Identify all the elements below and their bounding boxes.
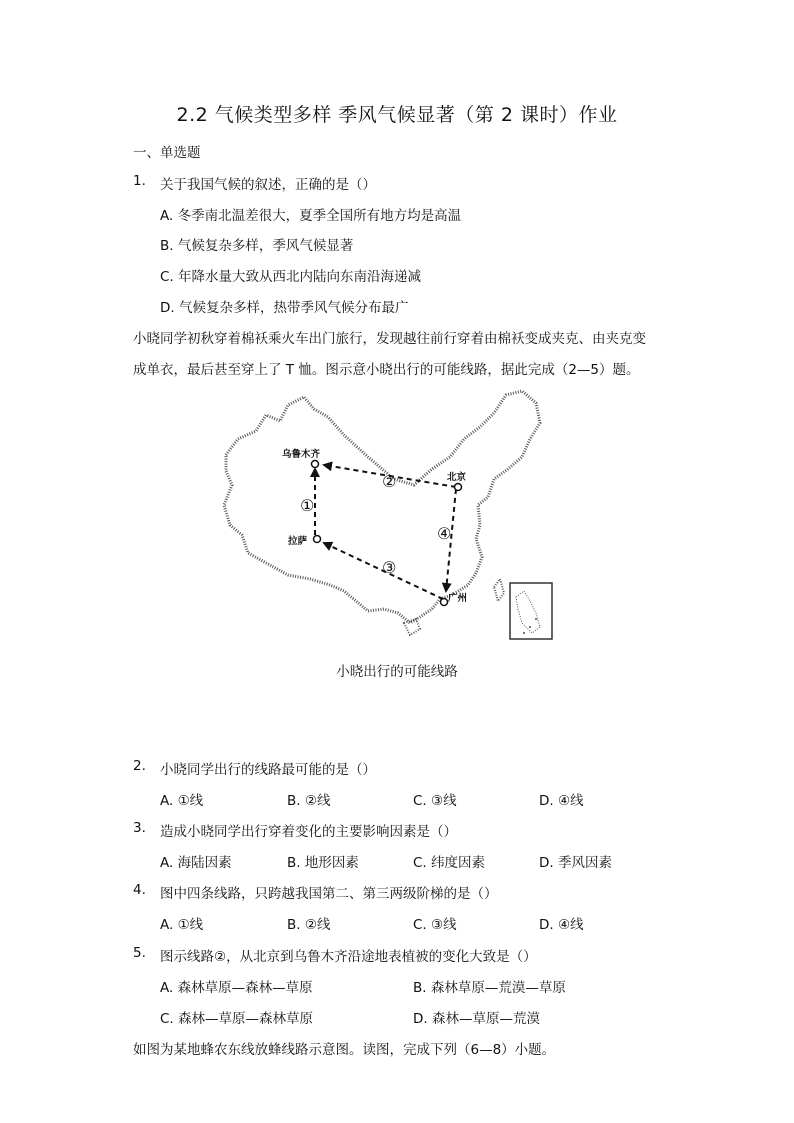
question-5-number: 5. xyxy=(133,945,146,961)
question-5-option-a: A. 森林草原—森林—草原 xyxy=(160,980,313,996)
intro-paragraph-line-2: 成单衣，最后甚至穿上了 T 恤。图示意小晓出行的可能线路，据此完成（2—5）题。 xyxy=(133,362,640,378)
city-label-urumqi: 乌鲁木齐 xyxy=(282,449,321,460)
route-3-label: ③ xyxy=(382,558,397,577)
question-4-option-a: A. ①线 xyxy=(160,917,204,933)
country-border xyxy=(224,391,540,623)
question-4-number: 4. xyxy=(133,882,146,898)
question-4-stem: 图中四条线路，只跨越我国第二、第三两级阶梯的是（） xyxy=(160,886,498,902)
question-3-number: 3. xyxy=(133,820,146,836)
map-caption: 小晓出行的可能线路 xyxy=(336,664,458,680)
intro-paragraph-2: 如图为某地蜂农东线放蜂线路示意图。读图，完成下列（6—8）小题。 xyxy=(133,1042,556,1058)
question-2-stem: 小晓同学出行的线路最可能的是（） xyxy=(160,762,376,778)
question-2-number: 2. xyxy=(133,758,146,774)
urumqi-marker xyxy=(312,461,319,468)
section-heading: 一、单选题 xyxy=(133,145,201,161)
route-map xyxy=(218,387,558,647)
question-3-stem: 造成小晓同学出行穿着变化的主要影响因素是（） xyxy=(160,824,457,840)
beijing-marker xyxy=(455,484,462,491)
guangzhou-marker xyxy=(441,599,448,606)
question-3-option-d: D. 季风因素 xyxy=(539,855,612,871)
page-title: 2.2 气候类型多样 季风气候显著（第 2 课时）作业 xyxy=(176,104,618,126)
intro-paragraph-line-1: 小晓同学初秋穿着棉袄乘火车出门旅行，发现越往前行穿着由棉袄变成夹克、由夹克变 xyxy=(133,331,646,347)
city-label-lhasa: 拉萨 xyxy=(288,536,308,547)
city-label-guangzhou: 广州 xyxy=(448,593,468,604)
question-4-option-d: D. ④线 xyxy=(539,917,584,933)
route-1-label: ① xyxy=(300,496,315,515)
china-outline-map xyxy=(218,387,558,647)
lhasa-marker xyxy=(314,536,321,543)
question-1-number: 1. xyxy=(133,173,146,189)
question-1-option-c: C. 年降水量大致从西北内陆向东南沿海递减 xyxy=(160,269,422,285)
question-1-option-d: D. 气候复杂多样，热带季风气候分布最广 xyxy=(160,300,409,316)
question-5-option-c: C. 森林—草原—森林草原 xyxy=(160,1011,314,1027)
question-5-option-b: B. 森林草原—荒漠—草原 xyxy=(413,980,566,996)
question-4-option-b: B. ②线 xyxy=(287,917,331,933)
hainan-island xyxy=(404,619,420,635)
question-2-option-c: C. ③线 xyxy=(413,793,457,809)
question-1-option-a: A. 冬季南北温差很大，夏季全国所有地方均是高温 xyxy=(160,208,462,224)
question-3-option-c: C. 纬度因素 xyxy=(413,855,486,871)
question-3-option-a: A. 海陆因素 xyxy=(160,855,232,871)
question-3-option-b: B. 地形因素 xyxy=(287,855,359,871)
question-5-option-d: D. 森林—草原—荒漠 xyxy=(413,1011,540,1027)
question-5-stem: 图示线路②，从北京到乌鲁木齐沿途地表植被的变化大致是（） xyxy=(160,949,537,965)
taiwan-island xyxy=(494,579,504,601)
south-china-sea-inset xyxy=(510,583,552,639)
route-4-label: ④ xyxy=(437,524,452,543)
question-1-option-b: B. 气候复杂多样，季风气候显著 xyxy=(160,238,354,254)
city-label-beijing: 北京 xyxy=(447,472,467,483)
question-2-option-a: A. ①线 xyxy=(160,793,204,809)
question-2-option-b: B. ②线 xyxy=(287,793,331,809)
question-2-option-d: D. ④线 xyxy=(539,793,584,809)
route-2-label: ② xyxy=(382,472,397,491)
question-1-stem: 关于我国气候的叙述，正确的是（） xyxy=(160,177,376,193)
question-4-option-c: C. ③线 xyxy=(413,917,457,933)
